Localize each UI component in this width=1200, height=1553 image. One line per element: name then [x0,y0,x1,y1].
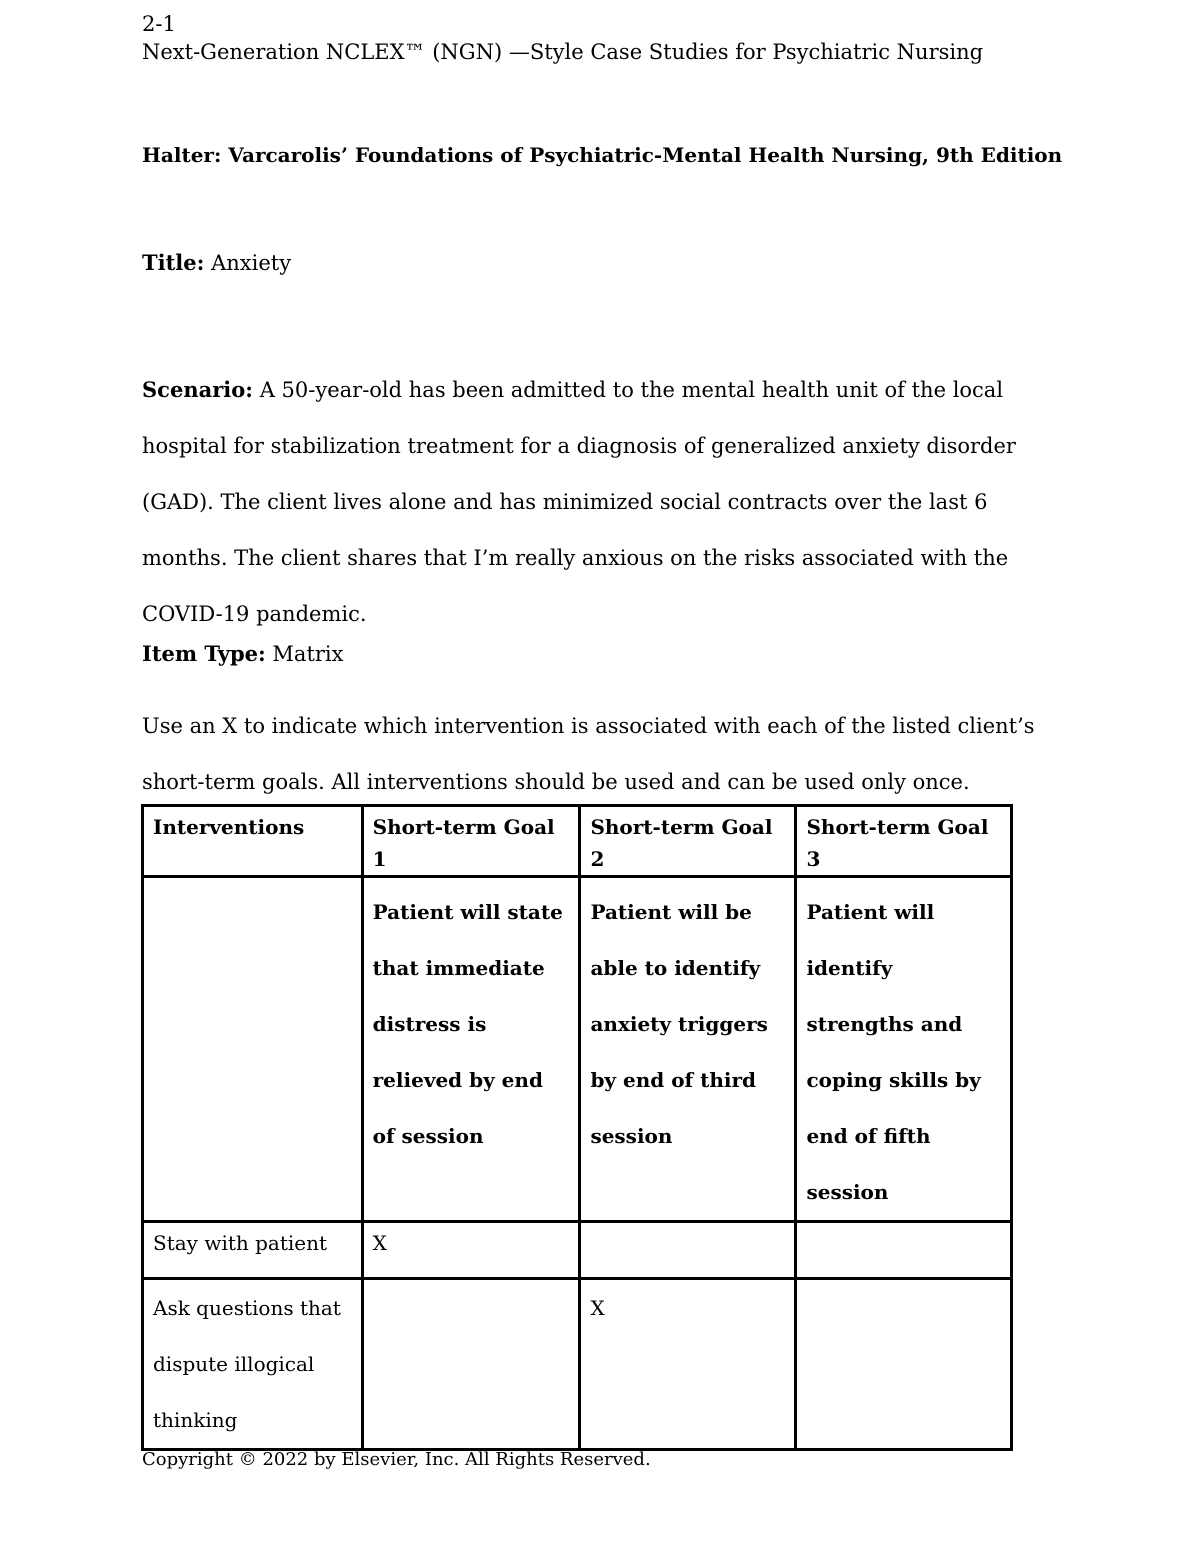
goal-3-description: Patient will identify strengths and coping skills by end of fifth session [796,877,1012,1222]
table-row [143,1279,1012,1450]
title-line [142,250,291,275]
scenario-label: Scenario: [142,377,253,402]
header-goal-3: Short-term Goal 3 [796,806,1012,877]
page-number: 2-1 [142,12,176,36]
scenario-text: A 50-year-old has been admitted to the mental health unit of the local hospital for stabilization treatment for a diagnosis of generalized anxiety disorder (GAD). The client lives alone and has minimized social contracts over the last 6 months. The client shares that I’m really anxious on the risks associated with the COVID-19 pandemic. [142,378,1016,626]
title-label: Title: [142,250,205,275]
header-row [143,806,1012,877]
header-goal-1: Short-term Goal 1 [362,806,580,877]
header-interventions: Interventions [143,806,363,877]
goal-description-row [143,877,1012,1222]
book-title: Halter: Varcarolis’ Foundations of Psychiatric-Mental Health Nursing, 9th Edition [142,143,1063,167]
matrix-cell[interactable]: X [580,1279,796,1450]
intervention-cell: Ask questions that dispute illogical thinking [143,1279,363,1450]
scenario-paragraph [142,362,1062,642]
matrix-cell[interactable] [796,1279,1012,1450]
item-type-line [142,641,343,666]
title-value: Anxiety [211,251,292,275]
goal-description-empty [143,877,363,1222]
intervention-cell: Stay with patient [143,1222,363,1279]
table-row [143,1222,1012,1279]
matrix-cell[interactable] [580,1222,796,1279]
matrix-cell[interactable] [796,1222,1012,1279]
matrix-cell[interactable]: X [362,1222,580,1279]
copyright-footer: Copyright © 2022 by Elsevier, Inc. All Rights Reserved. [142,1449,651,1470]
instructions: Use an X to indicate which intervention is associated with each of the listed client’s short-term goals. All interventions should be used and can be used only once. [142,714,1035,794]
item-type-label: Item Type: [142,641,266,666]
header-goal-2: Short-term Goal 2 [580,806,796,877]
matrix-table [141,804,1013,1451]
matrix-cell[interactable] [362,1279,580,1450]
goal-2-description: Patient will be able to identify anxiety triggers by end of third session [580,877,796,1222]
item-type-value: Matrix [272,642,344,666]
goal-1-description: Patient will state that immediate distress is relieved by end of session [362,877,580,1222]
running-head: Next-Generation NCLEX™ (NGN) —Style Case Studies for Psychiatric Nursing [142,40,984,64]
